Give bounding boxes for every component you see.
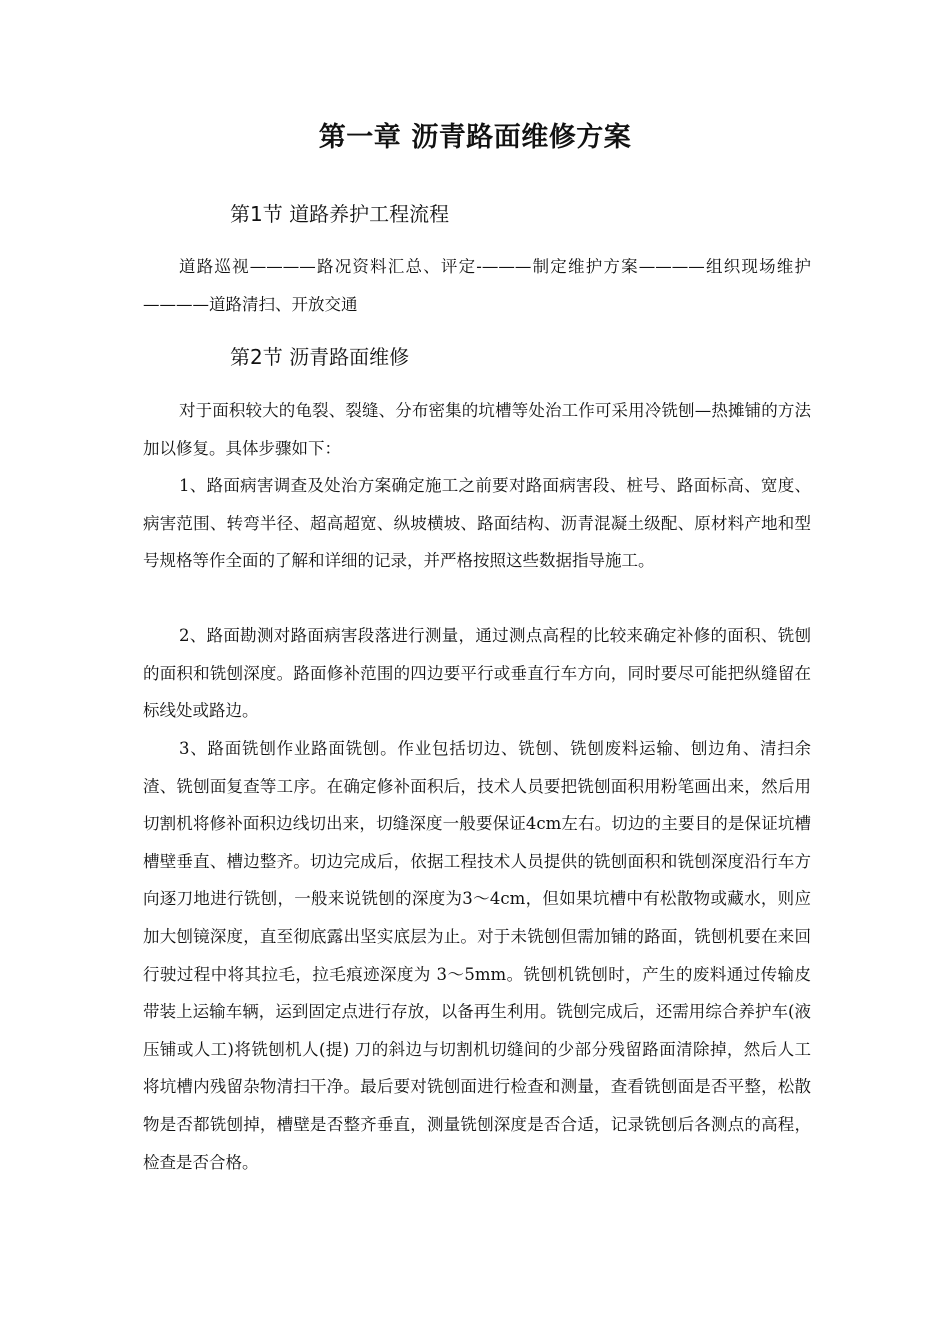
repair-intro-paragraph: 对于面积较大的龟裂、裂缝、分布密集的坑槽等处治工作可采用冷铣刨—热摊铺的方法加以修复。具体步骤如下：: [143, 401, 811, 458]
chapter-title: 第一章 沥青路面维修方案: [318, 122, 632, 153]
section-heading-workflow: 第1节 道路养护工程流程: [230, 202, 450, 226]
step-1-paragraph: 1、路面病害调查及处治方案确定施工之前要对路面病害段、桩号、路面标高、宽度、病害范围、转弯半径、超高超宽、纵坡横坡、路面结构、沥青混凝土级配、原材料产地和型号规格等作全面的了解和详细的记录，并严格按照这些数据指导施工。: [143, 476, 811, 571]
workflow-paragraph: 道路巡视————路况资料汇总、评定-———制定维护方案————组织现场维护————道路清扫、开放交通: [143, 257, 811, 314]
step-3-paragraph: 3、路面铣刨作业路面铣刨。作业包括切边、铣刨、铣刨废料运输、刨边角、清扫余渣、铣刨面复查等工序。在确定修补面积后，技术人员要把铣刨面积用粉笔画出来，然后用切割机将修补面积边线切出来，切缝深度一般要保证4cm左右。切边的主要目的是保证坑槽槽壁垂直、槽边整齐。切边完成后，依据工程技术人员提供的铣刨面积和铣刨深度沿行车方向逐刀地进行铣刨，一般来说铣刨的深度为3～4cm，但如果坑槽中有松散物或藏水，则应加大刨镜深度，直至彻底露出坚实底层为止。对于未铣刨但需加铺的路面，铣刨机要在来回行驶过程中将其拉毛，拉毛痕迹深度为 3～5mm。铣刨机铣刨时，产生的废料通过传输皮带装上运输车辆，运到固定点进行存放，以备再生利用。铣刨完成后，还需用综合养护车(液压铺或人工)将铣刨机人(提) 刀的斜边与切割机切缝间的少部分残留路面清除掉，然后人工将坑槽内残留杂物清扫干净。最后要对铣刨面进行检查和测量，查看铣刨面是否平整，松散物是否都铣刨掉，槽壁是否整齐垂直，测量铣刨深度是否合适，记录铣刨后各测点的高程，检查是否合格。: [143, 739, 811, 1172]
section-heading-repair: 第2节 沥青路面维修: [230, 345, 410, 369]
step-2-paragraph: 2、路面勘测对路面病害段落进行测量，通过测点高程的比较来确定补修的面积、铣刨的面积和铣刨深度。路面修补范围的四边要平行或垂直行车方向，同时要尽可能把纵缝留在标线处或路边。: [143, 626, 811, 721]
